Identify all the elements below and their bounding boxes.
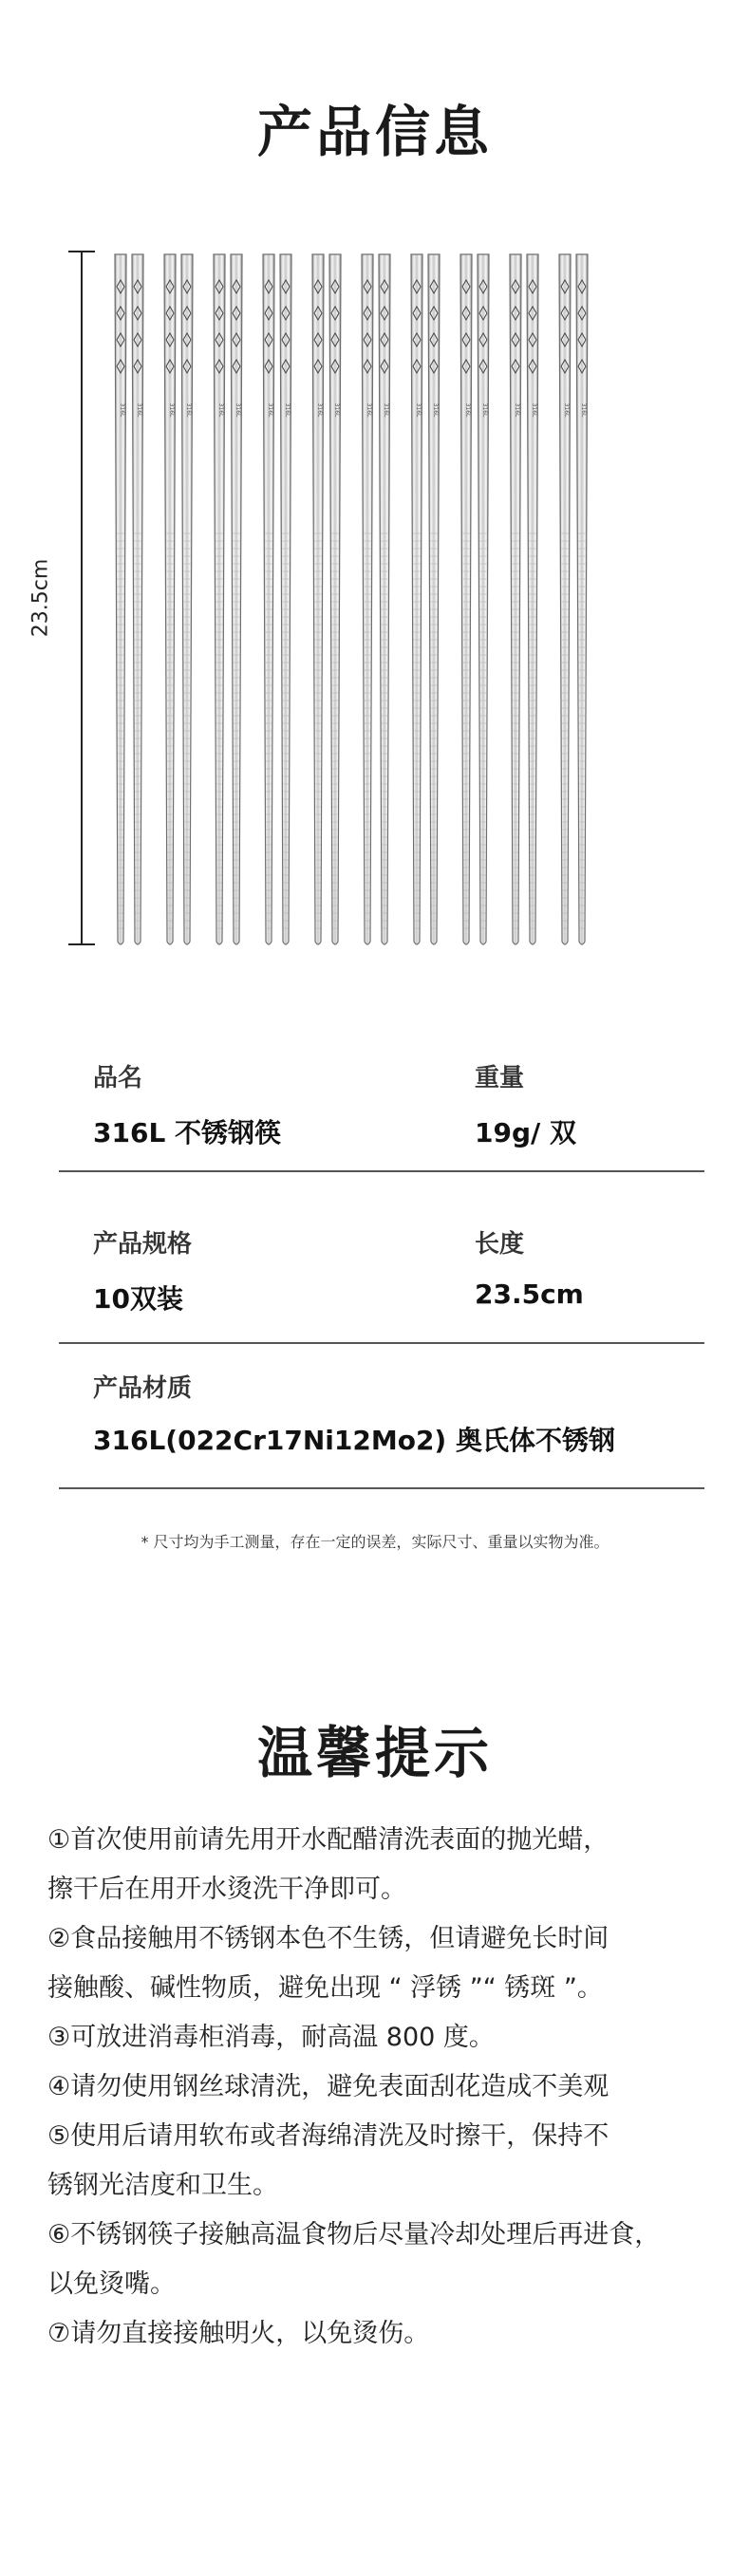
spec-value-material: 316L(022Cr17Ni12Mo2) 奥氏体不锈钢 bbox=[93, 1425, 615, 1456]
svg-text:316L: 316L bbox=[119, 402, 125, 418]
section-title-tips: 温馨提示 bbox=[256, 1721, 493, 1785]
spec-value-spec: 10双装 bbox=[93, 1283, 183, 1315]
divider bbox=[59, 1342, 704, 1344]
tip-line: ⑥不锈钢筷子接触高温食物后尽量冷却处理后再进食， bbox=[47, 2220, 661, 2249]
chopstick bbox=[329, 254, 341, 944]
chopstick bbox=[181, 254, 193, 944]
chopstick bbox=[362, 254, 373, 944]
chopstick bbox=[510, 254, 521, 944]
svg-text:316L: 316L bbox=[580, 402, 587, 418]
spec-label-spec: 产品规格 bbox=[93, 1230, 193, 1259]
svg-text:316L: 316L bbox=[316, 402, 323, 418]
chopstick bbox=[460, 254, 472, 944]
dimension-tick-bottom bbox=[68, 943, 95, 945]
svg-text:316L: 316L bbox=[185, 402, 192, 418]
chopstick bbox=[527, 254, 538, 944]
tip-line: ③可放进消毒柜消毒，耐高温 800 度。 bbox=[47, 2023, 495, 2052]
chopstick bbox=[231, 254, 242, 944]
section-title-product-info: 产品信息 bbox=[256, 100, 493, 164]
spec-label-length: 长度 bbox=[475, 1230, 525, 1259]
chopstick bbox=[478, 254, 489, 944]
svg-text:316L: 316L bbox=[136, 402, 142, 418]
svg-text:316L: 316L bbox=[481, 402, 488, 418]
chopstick bbox=[263, 254, 274, 944]
svg-text:316L: 316L bbox=[234, 402, 241, 418]
tip-line: ②食品接触用不锈钢本色不生锈，但请避免长时间 bbox=[47, 1924, 609, 1953]
spec-label-weight: 重量 bbox=[475, 1064, 525, 1092]
svg-text:316L: 316L bbox=[563, 402, 570, 418]
tip-line: ⑦请勿直接接触明火，以免烫伤。 bbox=[47, 2319, 430, 2348]
tip-line: ①首次使用前请先用开水配醋清洗表面的抛光蜡， bbox=[47, 1825, 609, 1855]
chopstick bbox=[576, 254, 588, 944]
tip-line: ④请勿使用钢丝球清洗，避免表面刮花造成不美观 bbox=[47, 2072, 609, 2101]
tip-line: ⑤使用后请用软布或者海绵清洗及时擦干，保持不 bbox=[47, 2121, 609, 2151]
svg-text:316L: 316L bbox=[267, 402, 273, 418]
chopsticks-illustration bbox=[100, 249, 698, 951]
spec-label-material: 产品材质 bbox=[93, 1374, 193, 1403]
svg-text:316L: 316L bbox=[284, 402, 291, 418]
svg-text:316L: 316L bbox=[217, 402, 224, 418]
svg-text:316L: 316L bbox=[383, 402, 389, 418]
tip-line: 锈钢光洁度和卫生。 bbox=[47, 2171, 278, 2200]
chopstick bbox=[411, 254, 422, 944]
svg-text:316L: 316L bbox=[531, 402, 537, 418]
chopstick bbox=[312, 254, 324, 944]
spec-value-weight: 19g/ 双 bbox=[475, 1117, 576, 1148]
chopstick bbox=[428, 254, 440, 944]
chopstick bbox=[164, 254, 176, 944]
dimension-line bbox=[81, 252, 83, 944]
spec-label-name: 品名 bbox=[93, 1064, 143, 1092]
chopstick bbox=[132, 254, 143, 944]
chopstick bbox=[280, 254, 291, 944]
dimension-label: 23.5cm bbox=[28, 558, 53, 638]
svg-text:316L: 316L bbox=[432, 402, 439, 418]
dimension-tick-top bbox=[68, 251, 95, 252]
svg-text:316L: 316L bbox=[366, 402, 372, 418]
svg-text:316L: 316L bbox=[514, 402, 520, 418]
chopstick bbox=[115, 254, 126, 944]
spec-value-length: 23.5cm bbox=[475, 1279, 584, 1310]
tip-line: 擦干后在用开水烫洗干净即可。 bbox=[47, 1875, 406, 1904]
chopstick bbox=[214, 254, 225, 944]
chopstick bbox=[559, 254, 571, 944]
spec-value-name: 316L 不锈钢筷 bbox=[93, 1117, 282, 1148]
measurement-note: * 尺寸均为手工测量，存在一定的误差，实际尺寸、重量以实物为准。 bbox=[141, 1533, 609, 1551]
svg-text:316L: 316L bbox=[333, 402, 340, 418]
svg-text:316L: 316L bbox=[415, 402, 422, 418]
svg-text:316L: 316L bbox=[464, 402, 471, 418]
chopstick bbox=[379, 254, 390, 944]
tip-line: 接触酸、碱性物质，避免出现 “ 浮锈 ”“ 锈斑 ”。 bbox=[47, 1973, 603, 2003]
divider bbox=[59, 1487, 704, 1489]
divider bbox=[59, 1170, 704, 1172]
svg-text:316L: 316L bbox=[168, 402, 175, 418]
tip-line: 以免烫嘴。 bbox=[47, 2269, 176, 2299]
